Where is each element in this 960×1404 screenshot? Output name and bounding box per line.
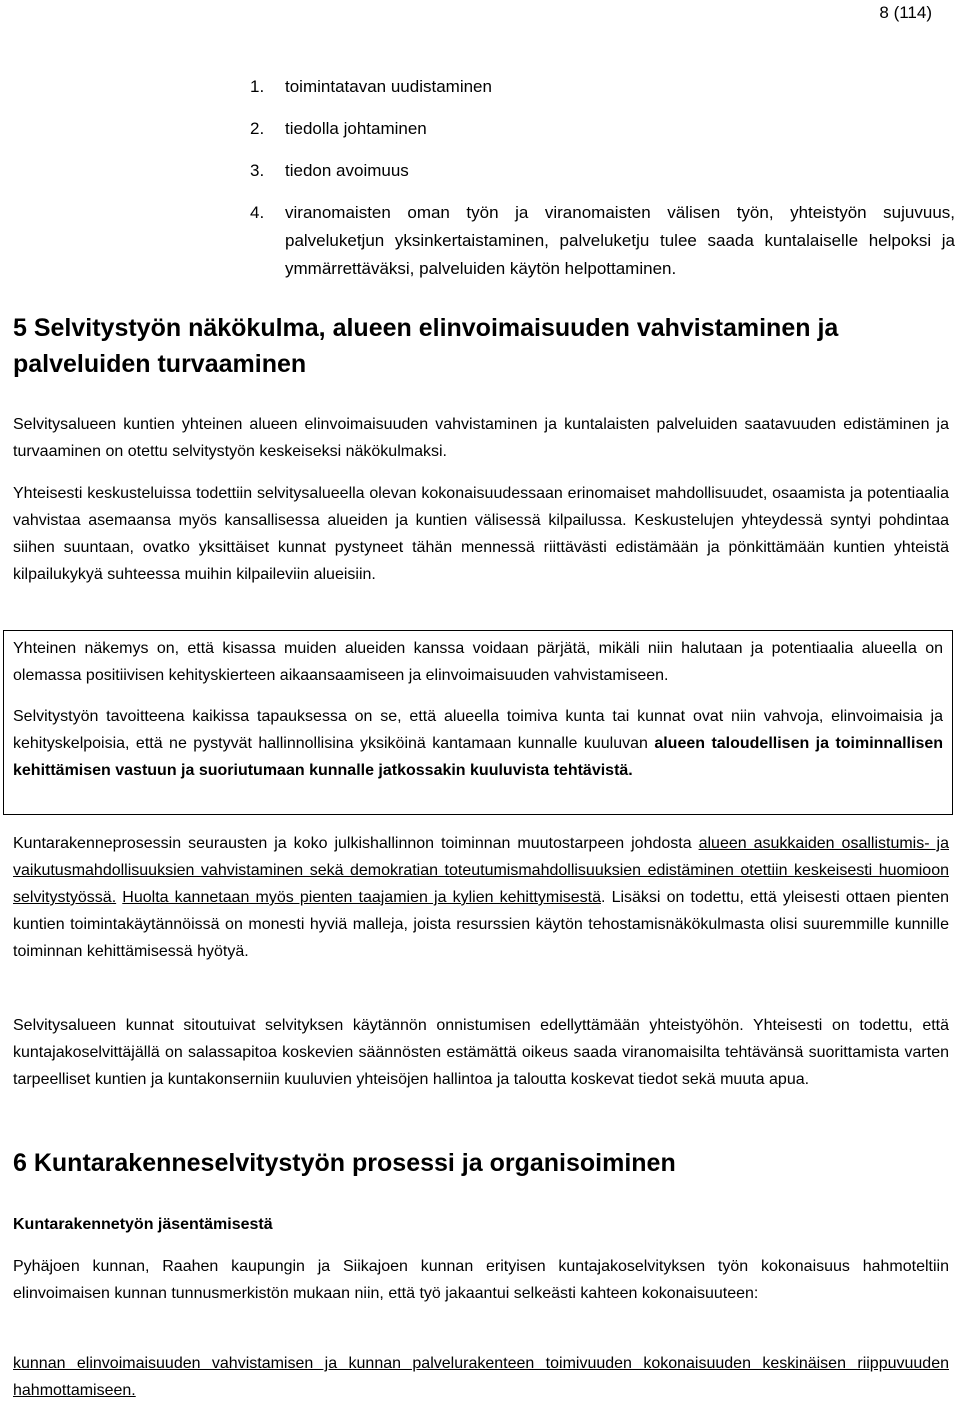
paragraph: Selvitysalueen kunnat sitoutuivat selvityksen käytännön onnistumisen edellyttämään yhteistyöhön. Yhteisesti on todettu, että kuntajakoselvittäjällä on salassapitoa koskevien säännösten estämättä oikeus saada viranomaisilta tehtävänsä suorittamista varten tarpeelliset kuntien ja kuntakonserniin kuuluvien yhteisöjen hallintoa ja taloutta koskevat tiedot sekä muuta apua. <box>13 1017 949 1088</box>
paragraph-bold-text: alueen taloudellisen ja toiminnallisen kehittämisen vastuun ja suoriutumaan kunnalle jatkossakin kuuluvista tehtävistä. <box>13 735 944 779</box>
list-text: toimintatavan uudistaminen <box>285 77 492 96</box>
list-text: viranomaisten oman työn ja viranomaisten välisen työn, yhteistyön sujuvuus, palveluketjun yksinkertaistaminen, palveluketju tulee saada kuntalaiselle helpoksi ja ymmärrettäväksi, palveluiden käytön helpottaminen. <box>285 203 955 278</box>
paragraph: Yhteisesti keskusteluissa todettiin selvitysalueella olevan kokonaisuudessaan erinomaiset mahdollisuudet, osaamista ja potentiaalia vahvistaa asemaansa myös kansallisessa alueiden ja kuntien välisessä kilpailussa. Keskustelujen yhteydessä syntyi pohdintaa siihen suuntaan, ovatko yksittäiset kunnat pystyneet tähän mennessä riittävästi edistämään ja pönkittämään kuntien yhteistä kilpailukykyä suhteessa muihin kilpaileviin alueisiin. <box>13 485 949 583</box>
paragraph-text: Kuntarakenneprosessin seurausten ja koko julkishallinnon toiminnan muutostarpeen johdosta <box>13 835 699 852</box>
section-6-subheading-wrap <box>13 1211 949 1238</box>
paragraph <box>13 703 943 784</box>
section-6-subheading: Kuntarakennetyön jäsentämisestä <box>13 1216 273 1233</box>
section-6-heading: 6 Kuntarakenneselvitystyön prosessi ja organisoiminen <box>13 1149 676 1177</box>
list-item <box>250 157 955 185</box>
section-6-body <box>13 1253 949 1307</box>
section-6-body-2 <box>13 1350 949 1404</box>
paragraph: Selvitysalueen kuntien yhteinen alueen elinvoimaisuuden vahvistaminen ja kuntalaisten palveluiden saatavuuden edistäminen ja turvaaminen on otettu selvitystyön keskeiseksi näkökulmaksi. <box>13 416 949 460</box>
paragraph-text: . Lisäksi on todettu, että yleisesti ottaen pienten kuntien toimintakäytännöissä on monesti hyviä malleja, joista resurssien käytön tehostamisnäkökulmasta olisi suuremmille kunnille toiminnan kehittämisessä hyötyä. <box>13 889 950 960</box>
section-5-body-3 <box>13 830 949 965</box>
underlined-text: Huolta kannetaan myös pienten taajamien ja kylien kehittymisestä <box>122 889 601 906</box>
section-5-body-2 <box>13 480 949 588</box>
paragraph: Pyhäjoen kunnan, Raahen kaupungin ja Siikajoen kunnan erityisen kuntajakoselvityksen työn kokonaisuus hahmoteltiin elinvoimaisen kunnan tunnusmerkistön mukaan niin, että työ jakaantui selkeästi kahteen kokonaisuuteen: <box>13 1258 949 1302</box>
list-number: 4. <box>250 203 265 222</box>
numbered-list <box>250 73 955 283</box>
list-text: tiedolla johtaminen <box>285 119 427 138</box>
underlined-paragraph: kunnan elinvoimaisuuden vahvistamisen ja kunnan palvelurakenteen toimivuuden kokonaisuuden keskinäisen riippuvuuden hahmottamiseen. <box>13 1355 949 1399</box>
list-number: 3. <box>250 161 265 180</box>
page-number: 8 (114) <box>879 3 932 22</box>
list-number: 1. <box>250 77 265 96</box>
list-item <box>250 115 955 143</box>
paragraph-normal-text: Selvitystyön tavoitteena kaikissa tapauksessa on se, että alueella toimiva kunta tai kunnat ovat niin vahvoja, elinvoimaisia ja kehityskelpoisia, että ne pystyvät hallinnollisina yksiköinä kantamaan kunnalle kuuluvan <box>13 708 943 752</box>
list-item <box>250 73 955 101</box>
list-item <box>250 199 955 283</box>
section-5 <box>13 310 949 382</box>
boxed-note <box>3 630 953 815</box>
paragraph <box>13 830 949 965</box>
paragraph: Yhteinen näkemys on, että kisassa muiden alueiden kanssa voidaan pärjätä, mikäli niin halutaan ja potentiaalia alueella on olemassa positiivisen kehityskierteen aikaansaamiseen ja elinvoimaisuuden vahvistamiseen. <box>13 640 943 684</box>
list-number: 2. <box>250 119 265 138</box>
section-6 <box>13 1145 949 1181</box>
section-5-body <box>13 411 949 465</box>
list-text: tiedon avoimuus <box>285 161 409 180</box>
underlined-text: alueen asukkaiden osallistumis- ja vaikutusmahdollisuuksien vahvistaminen sekä demokratian toteutumismahdollisuuksien edistäminen otettiin keskeisesti huomioon selvitystyössä. <box>13 835 949 906</box>
section-5-heading: 5 Selvitystyön näkökulma, alueen elinvoimaisuuden vahvistaminen ja palveluiden turvaaminen <box>13 314 839 378</box>
section-5-body-4 <box>13 1012 949 1093</box>
